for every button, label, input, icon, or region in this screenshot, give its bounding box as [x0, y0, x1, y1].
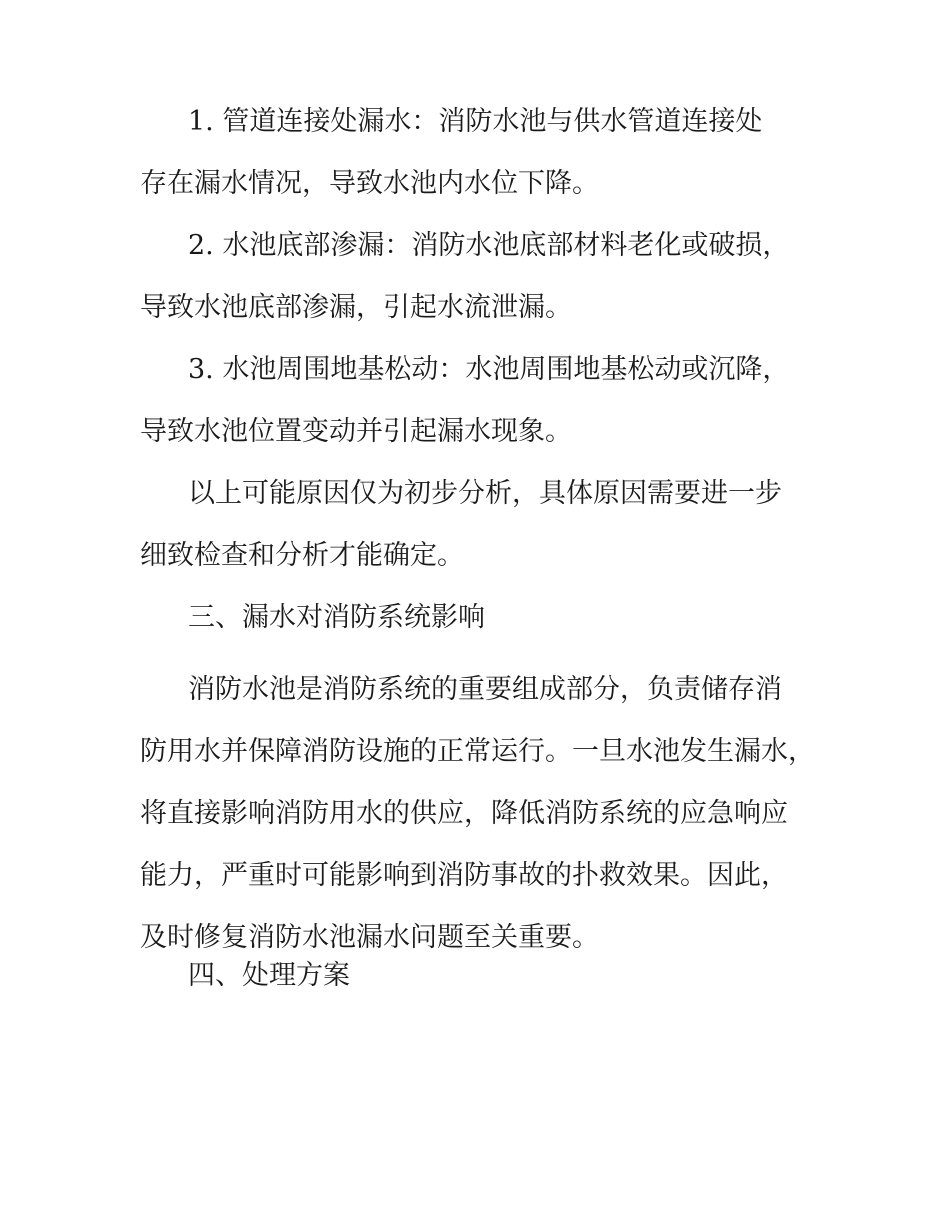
cause-3-paragraph	[140, 339, 860, 463]
paragraph-line: 细致检查和分析才能确定。	[140, 540, 464, 571]
paragraph-line: 3. 水池周围地基松动：水池周围地基松动或沉降，	[188, 354, 790, 385]
paragraph-line: 消防水池是消防系统的重要组成部分，负责储存消	[188, 674, 782, 705]
paragraph-line: 及时修复消防水池漏水问题至关重要。	[140, 922, 599, 953]
paragraph-line: 导致水池位置变动并引起漏水现象。	[140, 416, 572, 447]
section-heading-text: 四、处理方案	[188, 960, 350, 991]
paragraph-line: 能力，严重时可能影响到消防事故的扑救效果。因此，	[140, 860, 788, 891]
paragraph-line: 导致水池底部渗漏，引起水流泄漏。	[140, 292, 572, 323]
analysis-note-paragraph	[140, 463, 860, 587]
cause-2-paragraph	[140, 215, 860, 339]
paragraph-line: 存在漏水情况，导致水池内水位下降。	[140, 168, 599, 199]
section-heading-text: 三、漏水对消防系统影响	[188, 602, 485, 633]
paragraph-line: 2. 水池底部渗漏：消防水池底部材料老化或破损，	[188, 230, 790, 261]
paragraph-line: 1. 管道连接处漏水：消防水池与供水管道连接处	[188, 106, 763, 137]
section-heading-solution	[140, 945, 860, 1007]
cause-1-paragraph	[140, 91, 860, 215]
paragraph-line: 以上可能原因仅为初步分析，具体原因需要进一步	[188, 478, 782, 509]
section-heading-impact	[140, 587, 860, 649]
paragraph-line: 防用水并保障消防设施的正常运行。一旦水池发生漏水，	[140, 736, 815, 767]
impact-paragraph	[140, 659, 860, 969]
paragraph-line: 将直接影响消防用水的供应，降低消防系统的应急响应	[140, 798, 788, 829]
